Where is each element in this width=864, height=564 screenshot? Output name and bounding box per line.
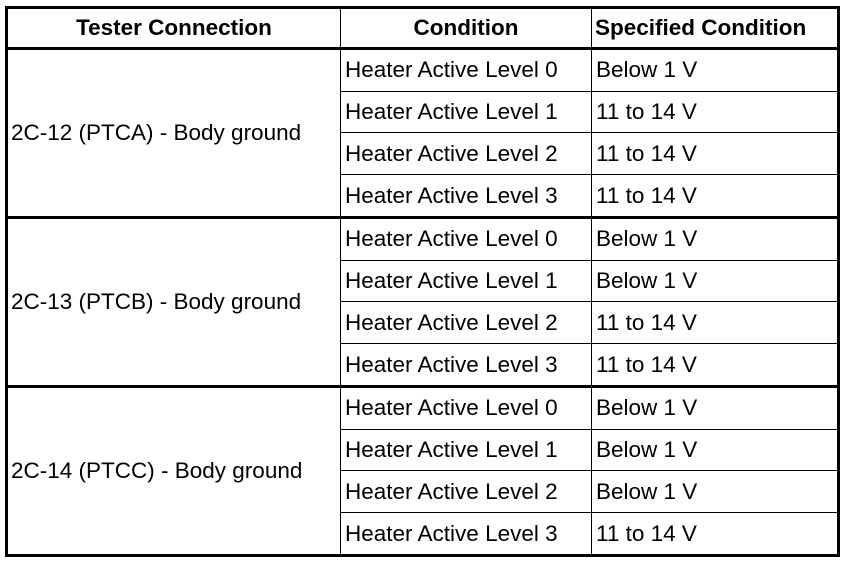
specified-condition-cell: Below 1 V [592, 49, 839, 92]
tester-connection-cell: 2C-14 (PTCC) - Body ground [7, 386, 341, 555]
specified-condition-cell: 11 to 14 V [592, 302, 839, 344]
specified-condition-cell: 11 to 14 V [592, 175, 839, 218]
condition-cell: Heater Active Level 2 [341, 302, 592, 344]
tester-connection-cell: 2C-12 (PTCA) - Body ground [7, 49, 341, 218]
table-body [7, 49, 839, 556]
table-row [7, 49, 839, 92]
header-condition: Condition [341, 8, 592, 49]
condition-cell: Heater Active Level 0 [341, 386, 592, 429]
condition-cell: Heater Active Level 1 [341, 260, 592, 302]
condition-cell: Heater Active Level 2 [341, 471, 592, 513]
table-header [7, 8, 839, 49]
specified-condition-cell: 11 to 14 V [592, 513, 839, 556]
specification-table [5, 6, 840, 557]
condition-cell: Heater Active Level 0 [341, 49, 592, 92]
specified-condition-cell: Below 1 V [592, 429, 839, 471]
condition-cell: Heater Active Level 1 [341, 429, 592, 471]
specified-condition-cell: Below 1 V [592, 471, 839, 513]
condition-cell: Heater Active Level 3 [341, 513, 592, 556]
condition-cell: Heater Active Level 1 [341, 91, 592, 133]
condition-cell: Heater Active Level 3 [341, 344, 592, 387]
specified-condition-cell: 11 to 14 V [592, 344, 839, 387]
header-tester-connection: Tester Connection [7, 8, 341, 49]
tester-connection-cell: 2C-13 (PTCB) - Body ground [7, 217, 341, 386]
specified-condition-cell: Below 1 V [592, 217, 839, 260]
specified-condition-cell: 11 to 14 V [592, 91, 839, 133]
condition-cell: Heater Active Level 3 [341, 175, 592, 218]
condition-cell: Heater Active Level 0 [341, 217, 592, 260]
table-row [7, 217, 839, 260]
specified-condition-cell: Below 1 V [592, 386, 839, 429]
table-row [7, 386, 839, 429]
header-row [7, 8, 839, 49]
specified-condition-cell: Below 1 V [592, 260, 839, 302]
condition-cell: Heater Active Level 2 [341, 133, 592, 175]
header-specified-condition: Specified Condition [592, 8, 839, 49]
specified-condition-cell: 11 to 14 V [592, 133, 839, 175]
